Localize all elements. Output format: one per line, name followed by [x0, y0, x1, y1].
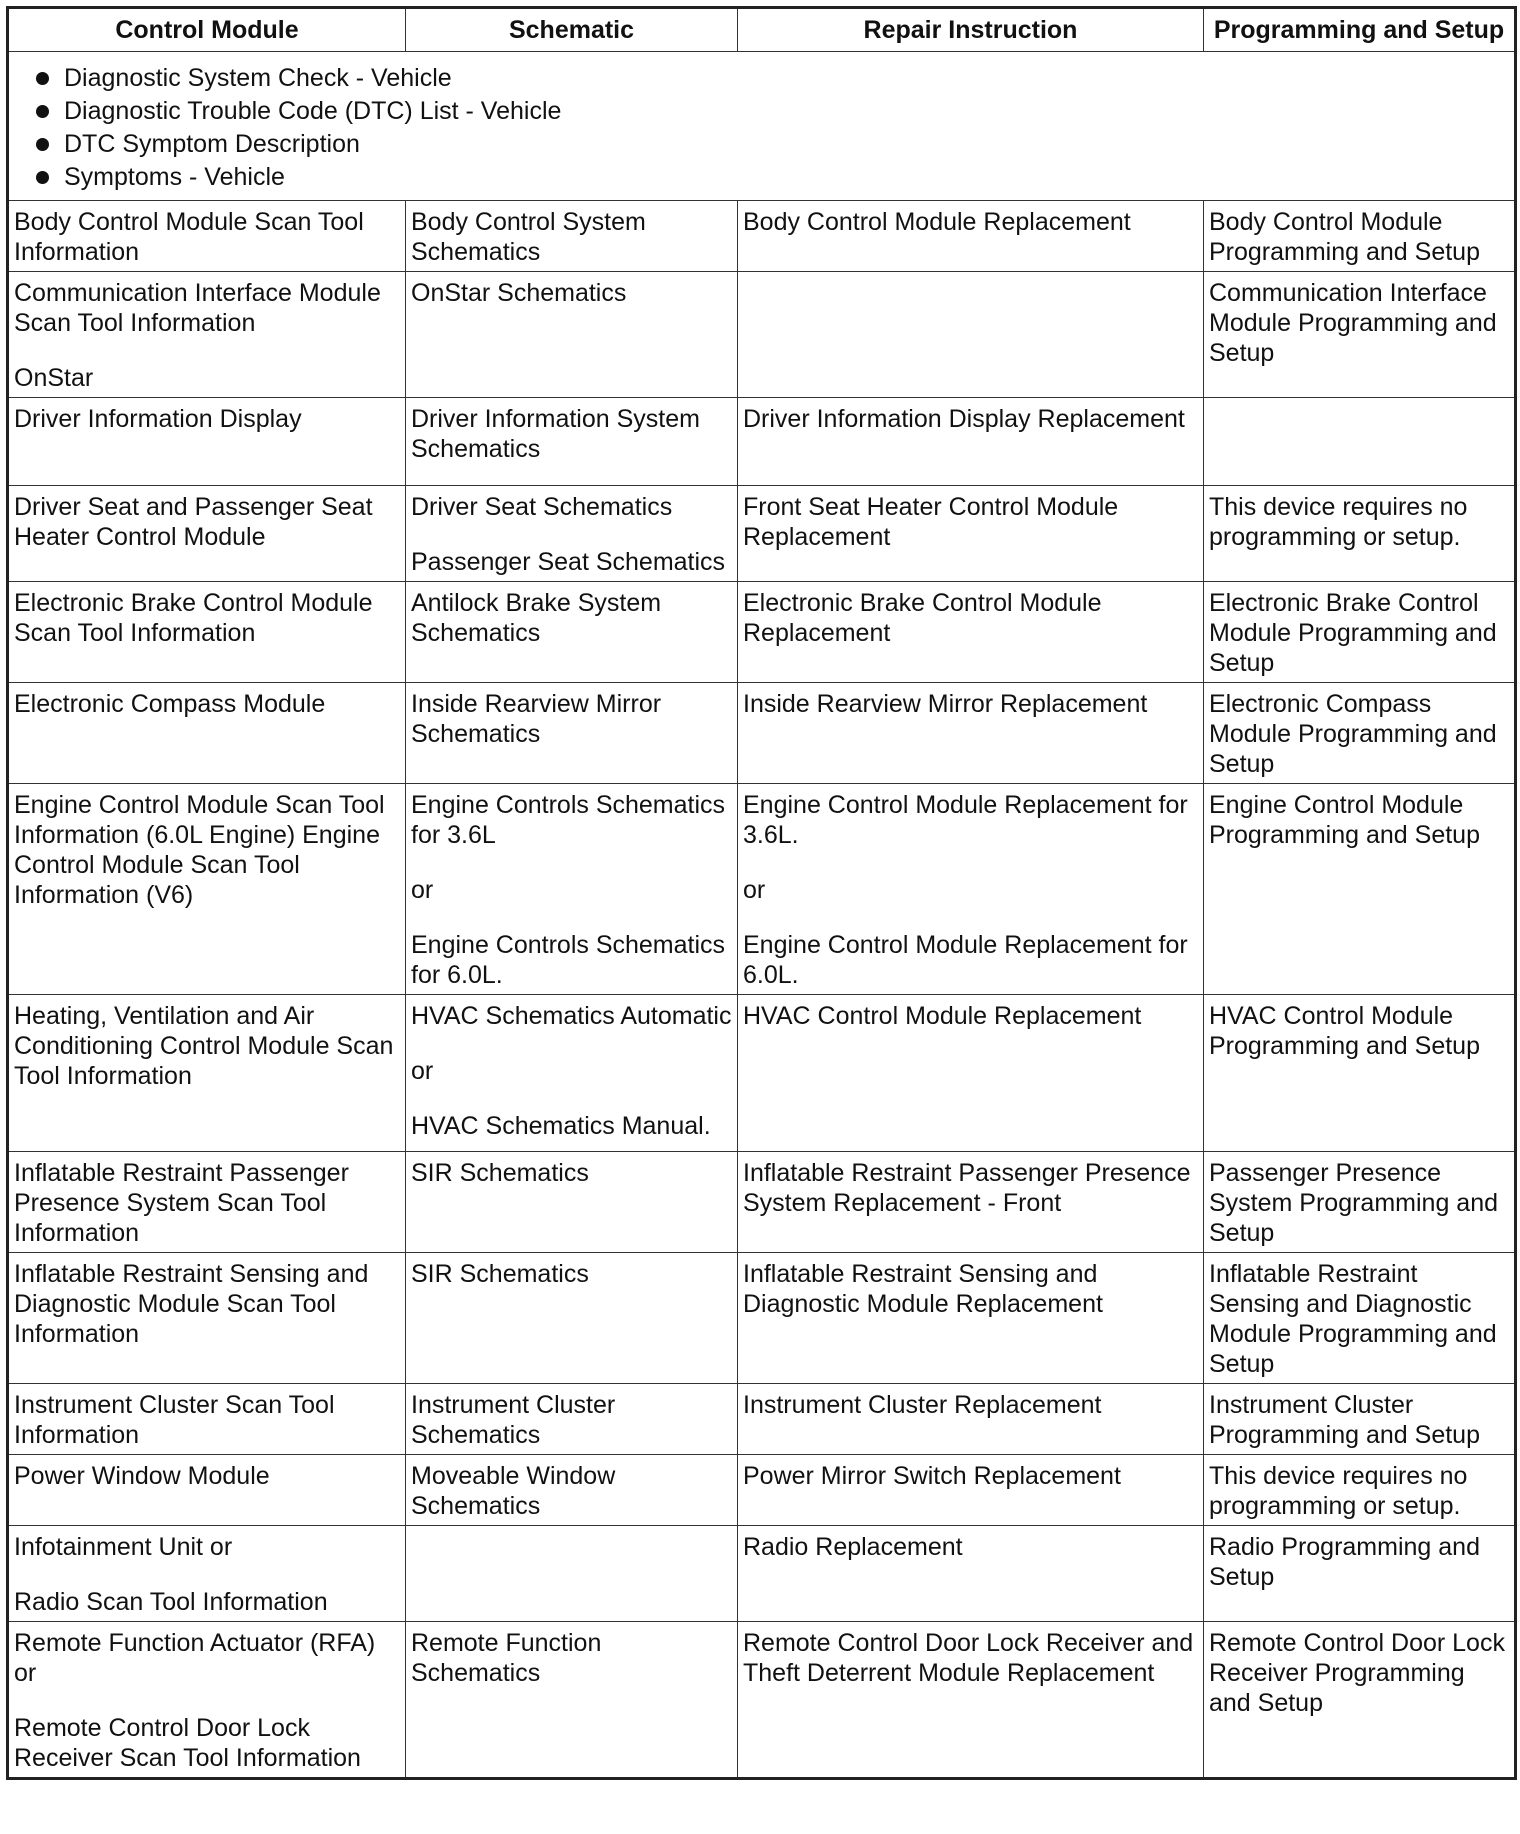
paragraph-gap — [411, 850, 732, 875]
programming-setup-cell — [1204, 1152, 1516, 1253]
repair-instruction-cell — [738, 1253, 1204, 1384]
cell-text: Remote Control Door Lock Receiver and Theft Deterrent Module Replacement — [743, 1629, 1194, 1687]
programming-setup-cell — [1204, 1253, 1516, 1384]
cell-text: Engine Control Module Scan Tool Information (6.0L Engine) Engine Control Module Scan Tool Information (V6) — [14, 791, 385, 909]
cell-text: Inflatable Restraint Sensing and Diagnostic Module Replacement — [743, 1260, 1103, 1318]
programming-setup-cell — [1204, 272, 1516, 398]
cell-text: Instrument Cluster Schematics — [411, 1391, 616, 1449]
programming-setup-cell — [1204, 1384, 1516, 1455]
cell-text: OnStar — [14, 364, 94, 392]
cell-text: Body Control Module Programming and Setup — [1209, 208, 1480, 266]
schematic-cell — [406, 582, 738, 683]
cell-text: Electronic Compass Module Programming and Setup — [1209, 690, 1497, 778]
control-module-cell — [8, 272, 406, 398]
cell-text: Body Control Module Scan Tool Information — [14, 208, 364, 266]
bullet-icon — [36, 171, 49, 184]
schematic-cell — [406, 995, 738, 1152]
schematic-cell — [406, 683, 738, 784]
cell-text: Power Window Module — [14, 1462, 270, 1490]
cell-text: OnStar Schematics — [411, 279, 627, 307]
cell-text: Electronic Compass Module — [14, 690, 326, 718]
cell-text: Electronic Brake Control Module Replacement — [743, 589, 1102, 647]
table-row — [8, 784, 1516, 995]
repair-instruction-cell — [738, 582, 1204, 683]
paragraph-gap — [411, 905, 732, 930]
cell-text: SIR Schematics — [411, 1260, 589, 1288]
programming-setup-cell — [1204, 582, 1516, 683]
control-module-cell — [8, 1253, 406, 1384]
table-row — [8, 683, 1516, 784]
diagnostic-link-list — [14, 58, 1509, 196]
schematic-cell — [406, 1152, 738, 1253]
cell-text: HVAC Schematics Automatic — [411, 1002, 732, 1030]
paragraph-gap — [14, 1688, 400, 1713]
control-module-cell — [8, 1152, 406, 1253]
schematic-cell — [406, 1384, 738, 1455]
diagnostic-link-label[interactable]: DTC Symptom Description — [64, 130, 360, 158]
table-row — [8, 272, 1516, 398]
programming-setup-cell — [1204, 1455, 1516, 1526]
diagnostic-links-cell — [8, 52, 1516, 201]
table-row — [8, 1152, 1516, 1253]
diagnostic-link-item[interactable] — [28, 128, 1509, 161]
header-control-module: Control Module — [8, 8, 406, 52]
table-row — [8, 398, 1516, 486]
diagnostic-link-label[interactable]: Symptoms - Vehicle — [64, 163, 285, 191]
schematic-cell — [406, 486, 738, 582]
repair-instruction-cell — [738, 272, 1204, 398]
control-module-cell — [8, 1455, 406, 1526]
paragraph-gap — [743, 850, 1198, 875]
cell-text: Communication Interface Module Scan Tool Information — [14, 279, 381, 337]
paragraph-gap — [411, 1086, 732, 1111]
cell-text: Infotainment Unit or — [14, 1533, 233, 1561]
schematic-cell — [406, 1526, 738, 1622]
control-module-cell — [8, 784, 406, 995]
repair-instruction-cell — [738, 1384, 1204, 1455]
table-row — [8, 486, 1516, 582]
cell-text: Inflatable Restraint Passenger Presence System Scan Tool Information — [14, 1159, 349, 1247]
programming-setup-cell — [1204, 784, 1516, 995]
diagnostic-link-label[interactable]: Diagnostic System Check - Vehicle — [64, 64, 452, 92]
cell-text: Communication Interface Module Programming and Setup — [1209, 279, 1497, 367]
header-schematic: Schematic — [406, 8, 738, 52]
programming-setup-cell — [1204, 398, 1516, 486]
diagnostic-link-item[interactable] — [28, 161, 1509, 194]
cell-text: Engine Control Module Programming and Setup — [1209, 791, 1480, 849]
cell-text: or — [411, 1057, 434, 1085]
programming-setup-cell — [1204, 201, 1516, 272]
cell-text: HVAC Control Module Programming and Setup — [1209, 1002, 1480, 1060]
cell-text: Instrument Cluster Programming and Setup — [1209, 1391, 1480, 1449]
control-module-cell — [8, 486, 406, 582]
cell-text: Antilock Brake System Schematics — [411, 589, 662, 647]
cell-text: Body Control Module Replacement — [743, 208, 1131, 236]
control-module-cell — [8, 582, 406, 683]
cell-text: Inflatable Restraint Sensing and Diagnostic Module Scan Tool Information — [14, 1260, 369, 1348]
cell-text: Passenger Seat Schematics — [411, 548, 726, 576]
table-row — [8, 1526, 1516, 1622]
bullet-icon — [36, 105, 49, 118]
cell-text: Remote Function Schematics — [411, 1629, 602, 1687]
diagnostic-link-label[interactable]: Diagnostic Trouble Code (DTC) List - Vehicle — [64, 97, 562, 125]
schematic-cell — [406, 1622, 738, 1779]
control-module-cell — [8, 1622, 406, 1779]
header-repair-instruction: Repair Instruction — [738, 8, 1204, 52]
module-reference-table — [6, 6, 1517, 1780]
table-row — [8, 1622, 1516, 1779]
cell-text: Electronic Brake Control Module Programming and Setup — [1209, 589, 1497, 677]
diagnostic-links-row — [8, 52, 1516, 201]
cell-text: Instrument Cluster Scan Tool Information — [14, 1391, 335, 1449]
cell-text: Moveable Window Schematics — [411, 1462, 616, 1520]
repair-instruction-cell — [738, 784, 1204, 995]
cell-text: Front Seat Heater Control Module Replacement — [743, 493, 1119, 551]
diagnostic-link-item[interactable] — [28, 62, 1509, 95]
cell-text: HVAC Schematics Manual. — [411, 1112, 711, 1140]
paragraph-gap — [14, 338, 400, 363]
cell-text: or — [411, 876, 434, 904]
schematic-cell — [406, 784, 738, 995]
cell-text: Remote Control Door Lock Receiver Scan Tool Information — [14, 1714, 361, 1772]
bullet-icon — [36, 138, 49, 151]
programming-setup-cell — [1204, 486, 1516, 582]
cell-text: Passenger Presence System Programming and Setup — [1209, 1159, 1499, 1247]
cell-text: Body Control System Schematics — [411, 208, 646, 266]
cell-text: Driver Seat and Passenger Seat Heater Control Module — [14, 493, 373, 551]
cell-text: Driver Information System Schematics — [411, 405, 700, 463]
diagnostic-link-item[interactable] — [28, 95, 1509, 128]
control-module-cell — [8, 201, 406, 272]
cell-text: Heating, Ventilation and Air Conditioning Control Module Scan Tool Information — [14, 1002, 394, 1090]
paragraph-gap — [14, 1562, 400, 1587]
cell-text: Engine Control Module Replacement for 6.0L. — [743, 931, 1188, 989]
cell-text: Driver Information Display Replacement — [743, 405, 1185, 433]
cell-text: SIR Schematics — [411, 1159, 589, 1187]
cell-text: Inflatable Restraint Sensing and Diagnostic Module Programming and Setup — [1209, 1260, 1497, 1378]
control-module-cell — [8, 398, 406, 486]
programming-setup-cell — [1204, 995, 1516, 1152]
cell-text: Radio Programming and Setup — [1209, 1533, 1480, 1591]
cell-text: Instrument Cluster Replacement — [743, 1391, 1102, 1419]
repair-instruction-cell — [738, 995, 1204, 1152]
control-module-cell — [8, 683, 406, 784]
cell-text: Remote Control Door Lock Receiver Programming and Setup — [1209, 1629, 1505, 1717]
cell-text: Radio Replacement — [743, 1533, 963, 1561]
schematic-cell — [406, 272, 738, 398]
control-module-cell — [8, 1526, 406, 1622]
repair-instruction-cell — [738, 1526, 1204, 1622]
programming-setup-cell — [1204, 1622, 1516, 1779]
cell-text: Driver Information Display — [14, 405, 302, 433]
paragraph-gap — [743, 905, 1198, 930]
programming-setup-cell — [1204, 1526, 1516, 1622]
repair-instruction-cell — [738, 486, 1204, 582]
table-row — [8, 582, 1516, 683]
schematic-cell — [406, 398, 738, 486]
repair-instruction-cell — [738, 683, 1204, 784]
control-module-cell — [8, 1384, 406, 1455]
cell-text: Inflatable Restraint Passenger Presence System Replacement - Front — [743, 1159, 1191, 1217]
cell-text: Radio Scan Tool Information — [14, 1588, 328, 1616]
cell-text: Inside Rearview Mirror Replacement — [743, 690, 1148, 718]
control-module-cell — [8, 995, 406, 1152]
repair-instruction-cell — [738, 1152, 1204, 1253]
header-programming-setup: Programming and Setup — [1204, 8, 1516, 52]
cell-text: Engine Controls Schematics for 3.6L — [411, 791, 726, 849]
table-row — [8, 1384, 1516, 1455]
paragraph-gap — [411, 522, 732, 547]
schematic-cell — [406, 201, 738, 272]
programming-setup-cell — [1204, 683, 1516, 784]
header-row — [8, 8, 1516, 52]
cell-text: Inside Rearview Mirror Schematics — [411, 690, 662, 748]
cell-text: Engine Control Module Replacement for 3.6L. — [743, 791, 1188, 849]
cell-text: or — [743, 876, 766, 904]
repair-instruction-cell — [738, 398, 1204, 486]
repair-instruction-cell — [738, 201, 1204, 272]
table-row — [8, 1455, 1516, 1526]
table-row — [8, 1253, 1516, 1384]
cell-text: Engine Controls Schematics for 6.0L. — [411, 931, 726, 989]
cell-text: Driver Seat Schematics — [411, 493, 673, 521]
schematic-cell — [406, 1253, 738, 1384]
repair-instruction-cell — [738, 1622, 1204, 1779]
table-row — [8, 201, 1516, 272]
schematic-cell — [406, 1455, 738, 1526]
cell-text: This device requires no programming or setup. — [1209, 1462, 1468, 1520]
paragraph-gap — [411, 1031, 732, 1056]
cell-text: This device requires no programming or setup. — [1209, 493, 1468, 551]
repair-instruction-cell — [738, 1455, 1204, 1526]
cell-text: Power Mirror Switch Replacement — [743, 1462, 1121, 1490]
table-row — [8, 995, 1516, 1152]
cell-text: Remote Function Actuator (RFA) or — [14, 1629, 376, 1687]
cell-text: Electronic Brake Control Module Scan Tool Information — [14, 589, 373, 647]
cell-text: HVAC Control Module Replacement — [743, 1002, 1142, 1030]
bullet-icon — [36, 72, 49, 85]
